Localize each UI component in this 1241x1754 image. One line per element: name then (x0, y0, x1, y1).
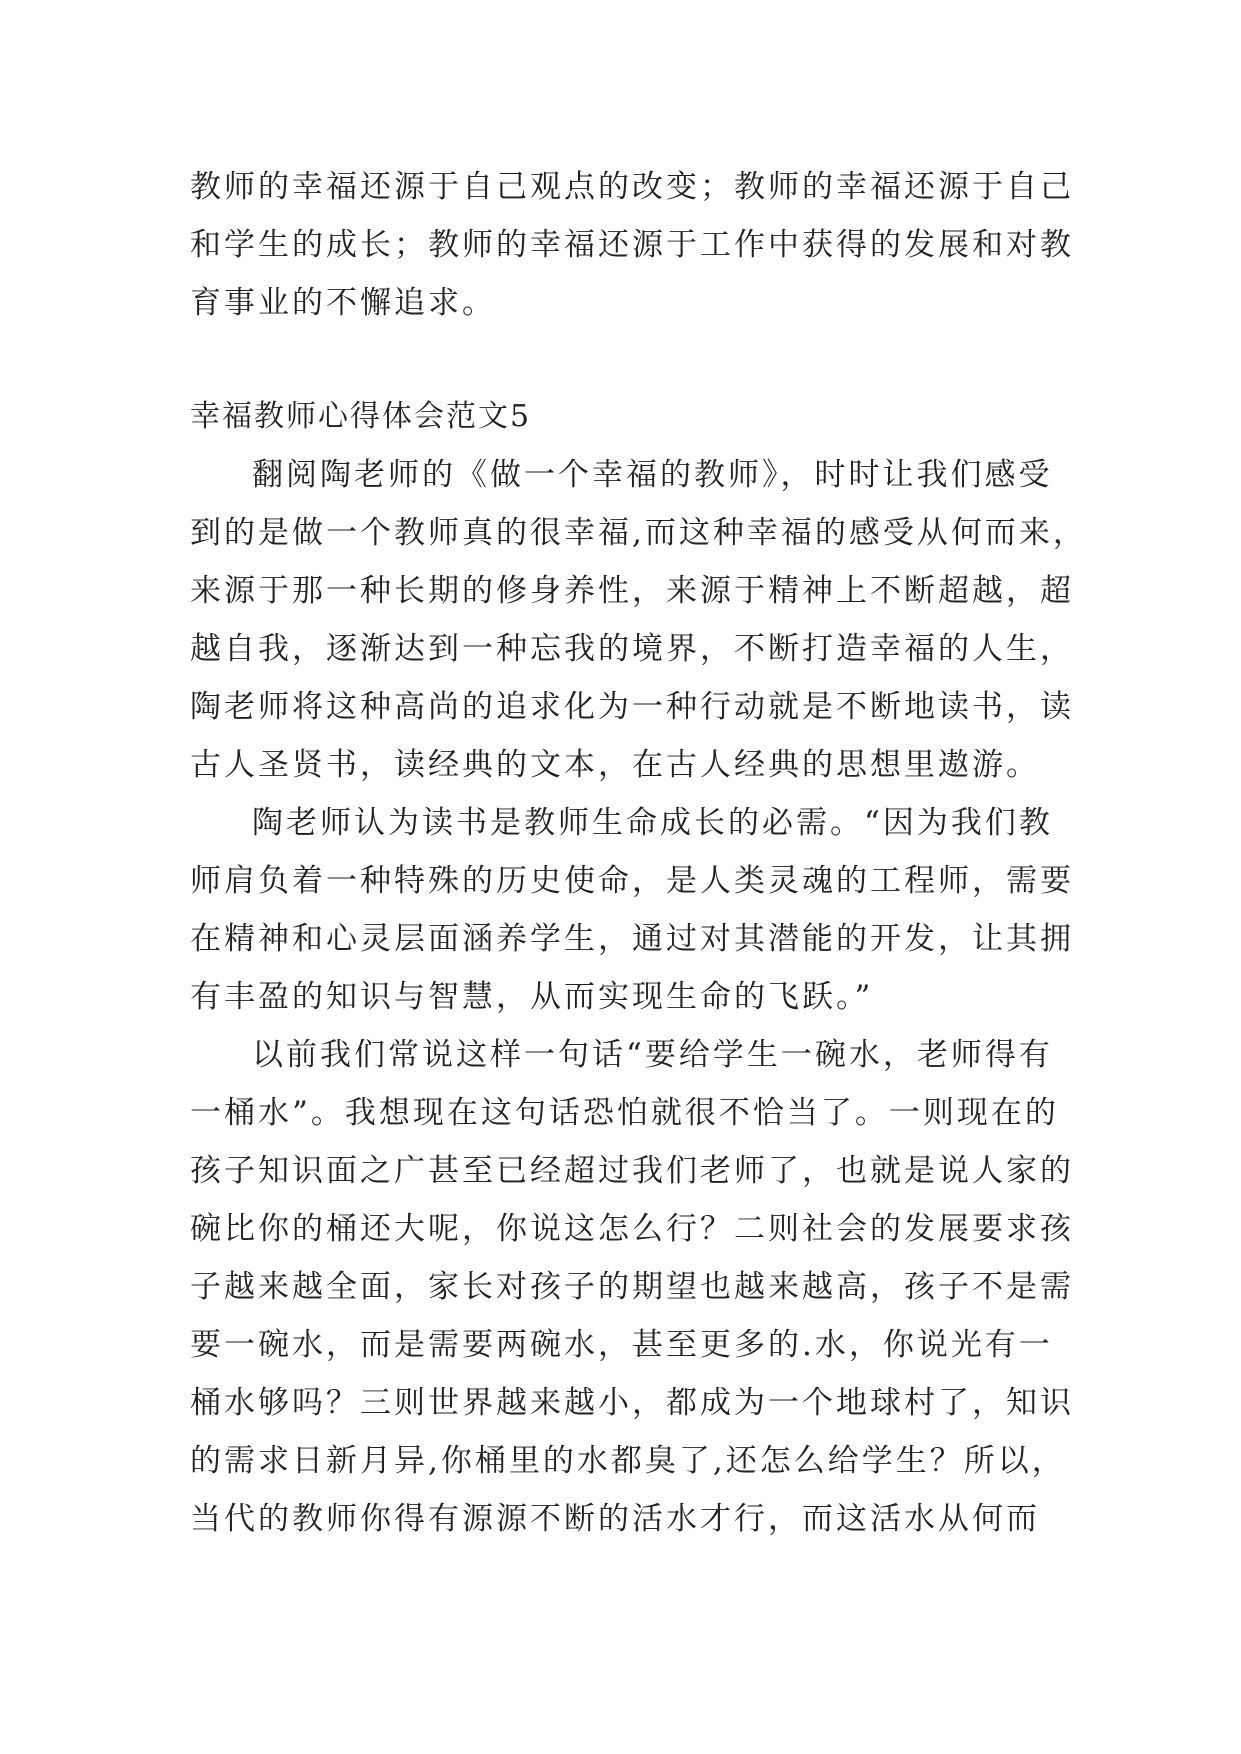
text-line: 桶水够吗？三则世界越来越小，都成为一个地球村了，知识 (190, 1385, 1074, 1421)
text-line: 翻阅陶老师的《做一个幸福的教师》，时时让我们感受 (252, 457, 1053, 493)
text-line: 陶老师认为读书是教师生命成长的必需。“因为我们教 (252, 805, 1053, 841)
text-line: 在精神和心灵层面涵养学生，通过对其潜能的开发，让其拥 (190, 921, 1074, 957)
text-line: 教师的幸福还源于自己观点的改变；教师的幸福还源于自己 (190, 169, 1074, 205)
text-line: 要一碗水，而是需要两碗水，甚至更多的.水，你说光有一 (190, 1327, 1053, 1363)
text-line: 一桶水”。我想现在这句话恐怕就很不恰当了。一则现在的 (190, 1095, 1059, 1131)
section-body (190, 446, 1087, 1548)
section-title: 幸福教师心得体会范文5 (190, 399, 532, 434)
text-line: 以前我们常说这样一句话“要给学生一碗水，老师得有 (252, 1037, 1053, 1073)
text-line: 育事业的不懈追求。 (190, 285, 496, 321)
paragraph (190, 446, 1087, 794)
text-line: 的需求日新月异,你桶里的水都臭了,还怎么给学生？所以， (190, 1443, 1066, 1479)
text-line: 孩子知识面之广甚至已经超过我们老师了，也就是说人家的 (190, 1153, 1074, 1189)
text-line: 古人圣贤书，读经典的文本，在古人经典的思想里遨游。 (190, 747, 1040, 783)
intro-paragraph (190, 158, 1074, 332)
text-line: 越自我，逐渐达到一种忘我的境界，不断打造幸福的人生， (190, 631, 1074, 667)
paragraph (190, 794, 1074, 1026)
text-line: 有丰盈的知识与智慧，从而实现生命的飞跃。” (190, 979, 874, 1015)
text-line: 当代的教师你得有源源不断的活水才行，而这活水从何而 (190, 1501, 1040, 1537)
paragraph (190, 1026, 1074, 1548)
text-line: 碗比你的桶还大呢，你说这怎么行？二则社会的发展要求孩 (190, 1211, 1074, 1247)
text-line: 到的是做一个教师真的很幸福,而这种幸福的感受从何而来， (190, 515, 1087, 551)
text-line: 和学生的成长；教师的幸福还源于工作中获得的发展和对教 (190, 227, 1074, 263)
text-line: 师肩负着一种特殊的历史使命，是人类灵魂的工程师，需要 (190, 863, 1074, 899)
text-line: 来源于那一种长期的修身养性，来源于精神上不断超越，超 (190, 573, 1074, 609)
text-line: 子越来越全面，家长对孩子的期望也越来越高，孩子不是需 (190, 1269, 1074, 1305)
text-line: 陶老师将这种高尚的追求化为一种行动就是不断地读书，读 (190, 689, 1074, 725)
